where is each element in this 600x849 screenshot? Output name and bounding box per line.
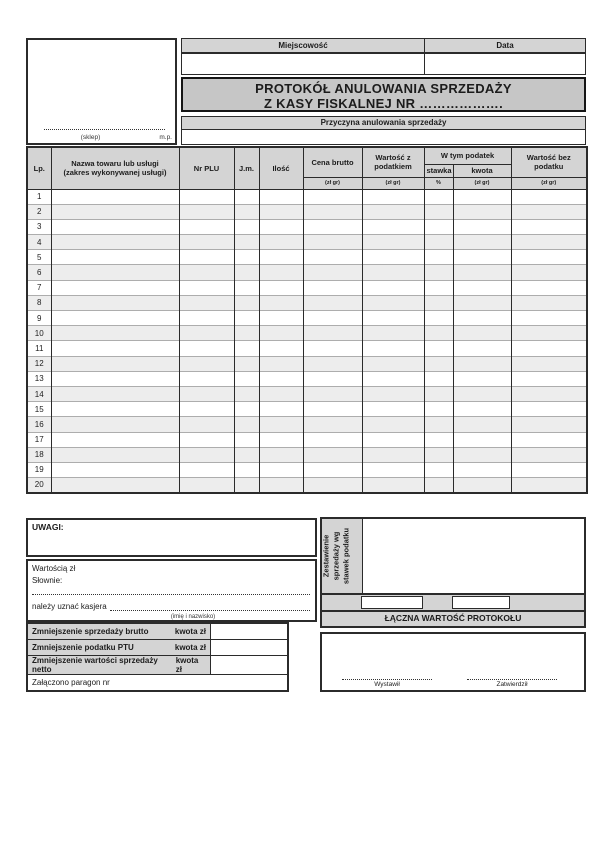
table-cell-empty[interactable]	[303, 280, 362, 295]
table-cell-empty[interactable]	[259, 265, 303, 280]
table-cell-empty[interactable]	[51, 326, 179, 341]
wystawil-signature-line[interactable]	[342, 679, 432, 680]
table-cell-empty[interactable]	[362, 311, 424, 326]
reduction-row-netto	[28, 656, 287, 675]
reduction-row-brutto	[28, 624, 287, 640]
table-cell-empty[interactable]	[424, 432, 453, 447]
table-cell-empty[interactable]	[362, 478, 424, 493]
table-cell-empty[interactable]	[424, 371, 453, 386]
table-cell-empty[interactable]	[424, 250, 453, 265]
table-row	[27, 462, 587, 477]
table-cell-empty[interactable]	[362, 432, 424, 447]
table-cell-empty[interactable]	[179, 402, 234, 417]
table-cell-empty[interactable]	[453, 356, 511, 371]
col-header-wartosc-z-podatkiem: Wartość z podatkiem	[362, 147, 424, 177]
table-cell-empty[interactable]	[179, 295, 234, 310]
table-cell-empty[interactable]	[511, 189, 587, 204]
table-cell-empty[interactable]	[234, 265, 259, 280]
table-cell-empty[interactable]	[259, 295, 303, 310]
zatwierdzil-signature-line[interactable]	[467, 679, 557, 680]
table-cell-empty[interactable]	[303, 432, 362, 447]
table-cell-empty[interactable]	[453, 386, 511, 401]
table-cell-empty[interactable]	[259, 462, 303, 477]
table-cell-empty[interactable]	[362, 341, 424, 356]
table-cell-empty[interactable]	[362, 462, 424, 477]
table-cell-empty[interactable]	[424, 189, 453, 204]
table-cell-empty[interactable]	[362, 235, 424, 250]
table-cell-empty[interactable]	[51, 386, 179, 401]
table-cell-empty[interactable]	[303, 478, 362, 493]
reduction-label: Zmniejszenie wartości sprzedaży netto	[32, 656, 158, 674]
row-number: 18	[27, 447, 51, 462]
kasjera-dotted-line[interactable]	[110, 602, 310, 611]
row-number: 13	[27, 371, 51, 386]
table-cell-empty[interactable]	[51, 250, 179, 265]
table-cell-empty[interactable]	[303, 447, 362, 462]
table-cell-empty[interactable]	[234, 356, 259, 371]
table-cell-empty[interactable]	[303, 326, 362, 341]
table-cell-empty[interactable]	[511, 295, 587, 310]
table-cell-empty[interactable]	[51, 462, 179, 477]
table-cell-empty[interactable]	[259, 311, 303, 326]
table-cell-empty[interactable]	[453, 250, 511, 265]
table-cell-empty[interactable]	[424, 265, 453, 280]
items-table	[26, 146, 588, 494]
table-cell-empty[interactable]	[362, 417, 424, 432]
col-header-cena-brutto: Cena brutto	[303, 147, 362, 177]
table-cell-empty[interactable]	[424, 219, 453, 234]
table-cell-empty[interactable]	[234, 295, 259, 310]
table-cell-empty[interactable]	[234, 235, 259, 250]
kasjera-label: należy uznać kasjera	[32, 602, 107, 611]
table-cell-empty[interactable]	[511, 478, 587, 493]
table-cell-empty[interactable]	[424, 295, 453, 310]
stamp-box[interactable]	[26, 38, 177, 145]
table-cell-empty[interactable]	[362, 386, 424, 401]
table-cell-empty[interactable]	[234, 371, 259, 386]
table-cell-empty[interactable]	[259, 326, 303, 341]
form-title-line2: Z KASY FISKALNEJ NR ……………….	[264, 96, 503, 111]
table-cell-empty[interactable]	[362, 280, 424, 295]
table-cell-empty[interactable]	[179, 189, 234, 204]
table-cell-empty[interactable]	[511, 280, 587, 295]
table-cell-empty[interactable]	[179, 417, 234, 432]
data-input-cell[interactable]	[425, 53, 586, 75]
przyczyna-box	[181, 116, 586, 145]
table-cell-empty[interactable]	[511, 235, 587, 250]
tax-rate-summary-box	[320, 517, 586, 595]
total-with-tax-cell[interactable]	[361, 596, 423, 609]
table-cell-empty[interactable]	[51, 295, 179, 310]
table-cell-empty[interactable]	[424, 204, 453, 219]
reduction-amount-cell[interactable]	[210, 656, 287, 674]
table-cell-empty[interactable]	[259, 478, 303, 493]
paragon-row[interactable]	[28, 675, 287, 690]
row-number: 12	[27, 356, 51, 371]
tax-rate-summary-area[interactable]	[363, 519, 584, 593]
table-cell-empty[interactable]	[179, 356, 234, 371]
table-cell-empty[interactable]	[511, 250, 587, 265]
table-cell-empty[interactable]	[424, 402, 453, 417]
table-cell-empty[interactable]	[259, 386, 303, 401]
table-cell-empty[interactable]	[303, 341, 362, 356]
table-cell-empty[interactable]	[511, 386, 587, 401]
col-header-nr-plu: Nr PLU	[179, 147, 234, 189]
przyczyna-header: Przyczyna anulowania sprzedaży	[182, 117, 585, 130]
table-cell-empty[interactable]	[453, 341, 511, 356]
table-cell-empty[interactable]	[424, 447, 453, 462]
table-row	[27, 371, 587, 386]
table-cell-empty[interactable]	[234, 447, 259, 462]
table-cell-empty[interactable]	[234, 341, 259, 356]
signatures-box	[320, 632, 586, 692]
table-cell-empty[interactable]	[362, 250, 424, 265]
table-cell-empty[interactable]	[303, 265, 362, 280]
table-cell-empty[interactable]	[424, 326, 453, 341]
table-cell-empty[interactable]	[259, 280, 303, 295]
table-cell-empty[interactable]	[234, 204, 259, 219]
table-cell-empty[interactable]	[453, 447, 511, 462]
table-row	[27, 447, 587, 462]
reduction-label: Zmniejszenie sprzedaży brutto	[32, 627, 149, 636]
table-cell-empty[interactable]	[234, 462, 259, 477]
table-cell-empty[interactable]	[51, 432, 179, 447]
table-cell-empty[interactable]	[259, 204, 303, 219]
row-number: 8	[27, 295, 51, 310]
table-cell-empty[interactable]	[234, 189, 259, 204]
table-cell-empty[interactable]	[511, 371, 587, 386]
table-cell-empty[interactable]	[179, 371, 234, 386]
table-cell-empty[interactable]	[303, 371, 362, 386]
table-cell-empty[interactable]	[51, 447, 179, 462]
table-cell-empty[interactable]	[303, 295, 362, 310]
row-number: 2	[27, 204, 51, 219]
table-cell-empty[interactable]	[179, 478, 234, 493]
col-header-wartosc-bez-podatku: Wartość bez podatku	[511, 147, 587, 177]
zatwierdzil-label: Zatwierdził	[496, 681, 528, 688]
miejscowosc-header: Miejscowość	[181, 38, 425, 53]
reduction-amount-cell[interactable]	[210, 640, 287, 655]
unit-zl-gr: (zł gr)	[303, 177, 362, 189]
table-body	[27, 189, 587, 493]
imie-nazwisko-label: (imię i nazwisko)	[170, 614, 216, 620]
table-cell-empty[interactable]	[51, 478, 179, 493]
slownie-dotted-line[interactable]	[32, 594, 310, 595]
unit-percent: %	[424, 177, 453, 189]
table-cell-empty[interactable]	[259, 341, 303, 356]
table-cell-empty[interactable]	[303, 417, 362, 432]
table-row	[27, 295, 587, 310]
row-number: 1	[27, 189, 51, 204]
table-cell-empty[interactable]	[511, 356, 587, 371]
col-header-w-tym-podatek: W tym podatek	[424, 147, 511, 164]
table-cell-empty[interactable]	[234, 402, 259, 417]
table-cell-empty[interactable]	[179, 341, 234, 356]
row-number: 4	[27, 235, 51, 250]
table-cell-empty[interactable]	[362, 371, 424, 386]
table-cell-empty[interactable]	[362, 295, 424, 310]
table-cell-empty[interactable]	[179, 311, 234, 326]
table-cell-empty[interactable]	[424, 462, 453, 477]
table-cell-empty[interactable]	[259, 432, 303, 447]
table-cell-empty[interactable]	[179, 462, 234, 477]
tax-rate-summary-label-cell	[322, 519, 363, 593]
uwagi-box[interactable]	[26, 518, 317, 557]
table-cell-empty[interactable]	[362, 219, 424, 234]
table-row	[27, 417, 587, 432]
row-number: 9	[27, 311, 51, 326]
stamp-sklep-label: (sklep)	[80, 134, 101, 141]
table-row	[27, 432, 587, 447]
col-header-nazwa-line1: Nazwa towaru lub usługi	[71, 159, 159, 169]
table-cell-empty[interactable]	[424, 417, 453, 432]
table-cell-empty[interactable]	[51, 311, 179, 326]
table-row	[27, 204, 587, 219]
kwota-zl-label: kwota zł	[174, 643, 206, 652]
row-number: 19	[27, 462, 51, 477]
location-date-header	[181, 38, 586, 53]
table-cell-empty[interactable]	[453, 204, 511, 219]
col-header-stawka: stawka	[424, 164, 453, 177]
table-row	[27, 219, 587, 234]
kwota-zl-label: kwota zł	[175, 656, 199, 674]
table-cell-empty[interactable]	[234, 311, 259, 326]
table-cell-empty[interactable]	[511, 341, 587, 356]
table-cell-empty[interactable]	[303, 356, 362, 371]
table-cell-empty[interactable]	[51, 265, 179, 280]
przyczyna-input-area[interactable]	[182, 130, 585, 144]
table-cell-empty[interactable]	[511, 265, 587, 280]
table-cell-empty[interactable]	[511, 402, 587, 417]
row-number: 20	[27, 478, 51, 493]
table-cell-empty[interactable]	[453, 219, 511, 234]
table-row	[27, 326, 587, 341]
table-cell-empty[interactable]	[234, 250, 259, 265]
row-number: 17	[27, 432, 51, 447]
table-cell-empty[interactable]	[259, 447, 303, 462]
table-cell-empty[interactable]	[453, 402, 511, 417]
table-cell-empty[interactable]	[259, 250, 303, 265]
unit-zl-gr: (zł gr)	[511, 177, 587, 189]
table-cell-empty[interactable]	[51, 341, 179, 356]
unit-zl-gr: (zł gr)	[453, 177, 511, 189]
table-cell-empty[interactable]	[51, 204, 179, 219]
table-cell-empty[interactable]	[303, 386, 362, 401]
table-cell-empty[interactable]	[453, 265, 511, 280]
total-tax-amount-cell[interactable]	[452, 596, 510, 609]
table-cell-empty[interactable]	[453, 311, 511, 326]
row-number: 14	[27, 386, 51, 401]
table-cell-empty[interactable]	[511, 326, 587, 341]
table-cell-empty[interactable]	[51, 280, 179, 295]
stamp-dotted-line	[44, 129, 165, 130]
location-date-values	[181, 53, 586, 75]
table-cell-empty[interactable]	[179, 386, 234, 401]
table-cell-empty[interactable]	[362, 204, 424, 219]
table-cell-empty[interactable]	[259, 219, 303, 234]
table-row	[27, 250, 587, 265]
stamp-mp-label: m.p.	[159, 134, 172, 141]
reduction-row-ptu	[28, 640, 287, 656]
tax-rate-summary-label: Zestawienie sprzedaży wg stawek podatku	[321, 527, 350, 585]
table-cell-empty[interactable]	[424, 386, 453, 401]
reduction-amount-cell[interactable]	[210, 624, 287, 639]
row-number: 5	[27, 250, 51, 265]
table-cell-empty[interactable]	[51, 356, 179, 371]
table-cell-empty[interactable]	[259, 356, 303, 371]
table-cell-empty[interactable]	[234, 432, 259, 447]
table-cell-empty[interactable]	[179, 432, 234, 447]
row-number: 3	[27, 219, 51, 234]
wystawil-label: Wystawił	[374, 681, 400, 688]
table-cell-empty[interactable]	[362, 356, 424, 371]
protocol-totals-row	[320, 595, 586, 612]
table-cell-empty[interactable]	[362, 447, 424, 462]
paragon-label: Załączono paragon nr	[32, 678, 110, 687]
table-cell-empty[interactable]	[453, 235, 511, 250]
slownie-label: Słownie:	[32, 576, 63, 585]
table-cell-empty[interactable]	[453, 478, 511, 493]
table-cell-empty[interactable]	[51, 371, 179, 386]
table-cell-empty[interactable]	[424, 311, 453, 326]
table-row	[27, 386, 587, 401]
table-cell-empty[interactable]	[234, 280, 259, 295]
table-cell-empty[interactable]	[511, 417, 587, 432]
table-cell-empty[interactable]	[51, 219, 179, 234]
row-number: 16	[27, 417, 51, 432]
table-cell-empty[interactable]	[453, 189, 511, 204]
table-cell-empty[interactable]	[234, 386, 259, 401]
table-cell-empty[interactable]	[511, 432, 587, 447]
table-cell-empty[interactable]	[424, 280, 453, 295]
table-row	[27, 235, 587, 250]
table-cell-empty[interactable]	[424, 235, 453, 250]
table-cell-empty[interactable]	[453, 280, 511, 295]
col-header-kwota: kwota	[453, 164, 511, 177]
table-cell-empty[interactable]	[362, 326, 424, 341]
reduction-label: Zmniejszenie podatku PTU	[32, 643, 134, 652]
col-header-nazwa-line2: (zakres wykonywanej usługi)	[63, 168, 167, 178]
table-cell-empty[interactable]	[51, 402, 179, 417]
table-cell-empty[interactable]	[303, 219, 362, 234]
form-title	[181, 77, 586, 112]
table-cell-empty[interactable]	[362, 189, 424, 204]
table-row	[27, 265, 587, 280]
table-cell-empty[interactable]	[179, 250, 234, 265]
uwagi-label: UWAGI:	[32, 522, 64, 532]
table-cell-empty[interactable]	[179, 280, 234, 295]
table-row	[27, 402, 587, 417]
col-header-lp: Lp.	[27, 147, 51, 189]
table-cell-empty[interactable]	[234, 478, 259, 493]
table-cell-empty[interactable]	[453, 417, 511, 432]
table-cell-empty[interactable]	[259, 371, 303, 386]
table-cell-empty[interactable]	[179, 219, 234, 234]
table-cell-empty[interactable]	[179, 326, 234, 341]
table-cell-empty[interactable]	[453, 326, 511, 341]
table-cell-empty[interactable]	[362, 402, 424, 417]
table-cell-empty[interactable]	[303, 311, 362, 326]
row-number: 10	[27, 326, 51, 341]
row-number: 6	[27, 265, 51, 280]
table-cell-empty[interactable]	[259, 235, 303, 250]
table-row	[27, 189, 587, 204]
data-header: Data	[425, 38, 586, 53]
table-cell-empty[interactable]	[511, 447, 587, 462]
table-row	[27, 356, 587, 371]
miejscowosc-input-cell[interactable]	[181, 53, 425, 75]
col-header-nazwa	[51, 147, 179, 189]
total-protocol-value-label: ŁĄCZNA WARTOŚĆ PROTOKOŁU	[320, 612, 586, 628]
table-row	[27, 280, 587, 295]
table-cell-empty[interactable]	[303, 250, 362, 265]
col-header-ilosc: Ilość	[259, 147, 303, 189]
table-cell-empty[interactable]	[424, 341, 453, 356]
table-cell-empty[interactable]	[51, 189, 179, 204]
table-cell-empty[interactable]	[179, 265, 234, 280]
col-header-jm: J.m.	[234, 147, 259, 189]
table-cell-empty[interactable]	[234, 219, 259, 234]
table-cell-empty[interactable]	[51, 235, 179, 250]
table-cell-empty[interactable]	[179, 447, 234, 462]
table-cell-empty[interactable]	[259, 189, 303, 204]
reduction-summary-box	[26, 622, 289, 692]
table-cell-empty[interactable]	[453, 432, 511, 447]
table-row	[27, 311, 587, 326]
row-number: 15	[27, 402, 51, 417]
table-cell-empty[interactable]	[234, 326, 259, 341]
form-title-line1: PROTOKÓŁ ANULOWANIA SPRZEDAŻY	[255, 81, 512, 96]
table-cell-empty[interactable]	[424, 478, 453, 493]
table-row	[27, 478, 587, 493]
table-cell-empty[interactable]	[259, 417, 303, 432]
table-cell-empty[interactable]	[511, 462, 587, 477]
table-cell-empty[interactable]	[511, 311, 587, 326]
table-cell-empty[interactable]	[362, 265, 424, 280]
table-cell-empty[interactable]	[303, 189, 362, 204]
table-cell-empty[interactable]	[303, 402, 362, 417]
row-number: 7	[27, 280, 51, 295]
table-cell-empty[interactable]	[453, 462, 511, 477]
value-in-words-box	[26, 559, 317, 622]
row-number: 11	[27, 341, 51, 356]
table-cell-empty[interactable]	[303, 204, 362, 219]
kwota-zl-label: kwota zł	[174, 627, 206, 636]
table-cell-empty[interactable]	[424, 356, 453, 371]
table-cell-empty[interactable]	[179, 235, 234, 250]
table-cell-empty[interactable]	[511, 219, 587, 234]
table-cell-empty[interactable]	[453, 371, 511, 386]
table-row	[27, 341, 587, 356]
table-cell-empty[interactable]	[303, 235, 362, 250]
table-cell-empty[interactable]	[259, 402, 303, 417]
table-cell-empty[interactable]	[234, 417, 259, 432]
table-cell-empty[interactable]	[453, 295, 511, 310]
table-cell-empty[interactable]	[51, 417, 179, 432]
unit-zl-gr: (zł gr)	[362, 177, 424, 189]
wartoscia-label: Wartością zł	[32, 564, 76, 573]
table-cell-empty[interactable]	[303, 462, 362, 477]
table-cell-empty[interactable]	[511, 204, 587, 219]
table-cell-empty[interactable]	[179, 204, 234, 219]
